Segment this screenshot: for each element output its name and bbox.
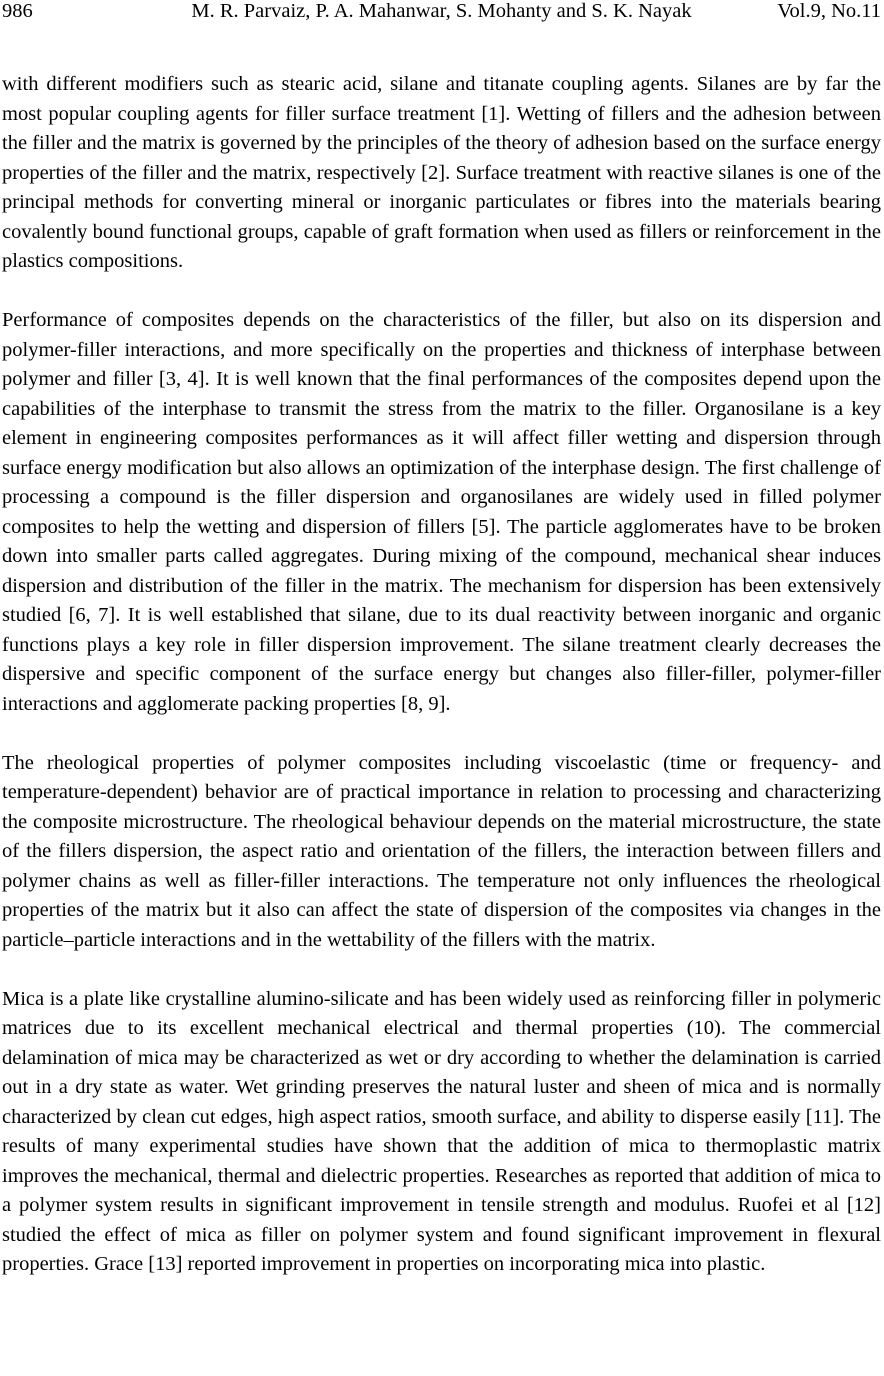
- running-head-authors: M. R. Parvaiz, P. A. Mahanwar, S. Mohanty and S. K. Nayak: [191, 0, 692, 22]
- paragraph-mica-filler: Mica is a plate like crystalline alumino-silicate and has been widely used as reinforcing filler in polymeric matrices due to its excellent mechanical electrical and thermal properties (10). The commercial delamination of mica may be characterized as wet or dry according to whether the delamination is carried out in a dry state as water. Wet grinding preserves the natural luster and sheen of mica and is normally characterized by clean cut edges, high aspect ratios, smooth surface, and ability to disperse easily [11]. The results of many experimental studies have shown that the addition of mica to thermoplastic matrix improves the mechanical, thermal and dielectric properties. Researches as reported that addition of mica to a polymer system results in significant improvement in tensile strength and modulus. Ruofei et al [12] studied the effect of mica as filler on polymer system and found significant improvement in flexural properties. Grace [13] reported improvement in properties on incorporating mica into plastic.: [2, 987, 881, 1275]
- article-body: [2, 70, 881, 1280]
- running-header: [2, 0, 881, 22]
- paragraph-composite-performance: Performance of composites depends on the characteristics of the filler, but also on its dispersion and polymer-filler interactions, and more specifically on the properties and thickness of interphase between polymer and filler [3, 4]. It is well known that the final performances of the composites depend upon the capabilities of the interphase to transmit the stress from the matrix to the filler. Organosilane is a key element in engineering composites performances as it will affect filler wetting and dispersion through surface energy modification but also allows an optimization of the interphase design. The first challenge of processing a compound is the filler dispersion and organosilanes are widely used in filled polymer composites to help the wetting and dispersion of fillers [5]. The particle agglomerates have to be broken down into smaller parts called aggregates. During mixing of the compound, mechanical shear induces dispersion and distribution of the filler in the matrix. The mechanism for dispersion has been extensively studied [6, 7]. It is well established that silane, due to its dual reactivity between inorganic and organic functions plays a key role in filler dispersion improvement. The silane treatment clearly decreases the dispersive and specific component of the surface energy but changes also filler-filler, polymer-filler interactions and agglomerate packing properties [8, 9].: [2, 309, 881, 715]
- paragraph-intro-coupling-agents: with different modifiers such as stearic acid, silane and titanate coupling agents. Silanes are by far the most popular coupling agents for filler surface treatment [1]. Wetting of fillers and the adhesion between the filler and the matrix is governed by the principles of the theory of adhesion based on the surface energy properties of the filler and the matrix, respectively [2]. Surface treatment with reactive silanes is one of the principal methods for converting mineral or inorganic particulates or fibres into the materials bearing covalently bound functional groups, capable of graft formation when used as fillers or reinforcement in the plastics compositions.: [2, 73, 881, 272]
- page-number: 986: [2, 0, 33, 22]
- volume-issue: Vol.9, No.11: [777, 0, 881, 22]
- paragraph-rheological-properties: The rheological properties of polymer composites including viscoelastic (time or frequency- and temperature-dependent) behavior are of practical importance in relation to processing and characterizing the composite microstructure. The rheological behaviour depends on the material microstructure, the state of the fillers dispersion, the aspect ratio and orientation of the fillers, the interaction between fillers and polymer chains as well as filler-filler interactions. The temperature not only influences the rheological properties of the matrix but it also can affect the state of dispersion of the composites via changes in the particle–particle interactions and in the wettability of the fillers with the matrix.: [2, 751, 881, 951]
